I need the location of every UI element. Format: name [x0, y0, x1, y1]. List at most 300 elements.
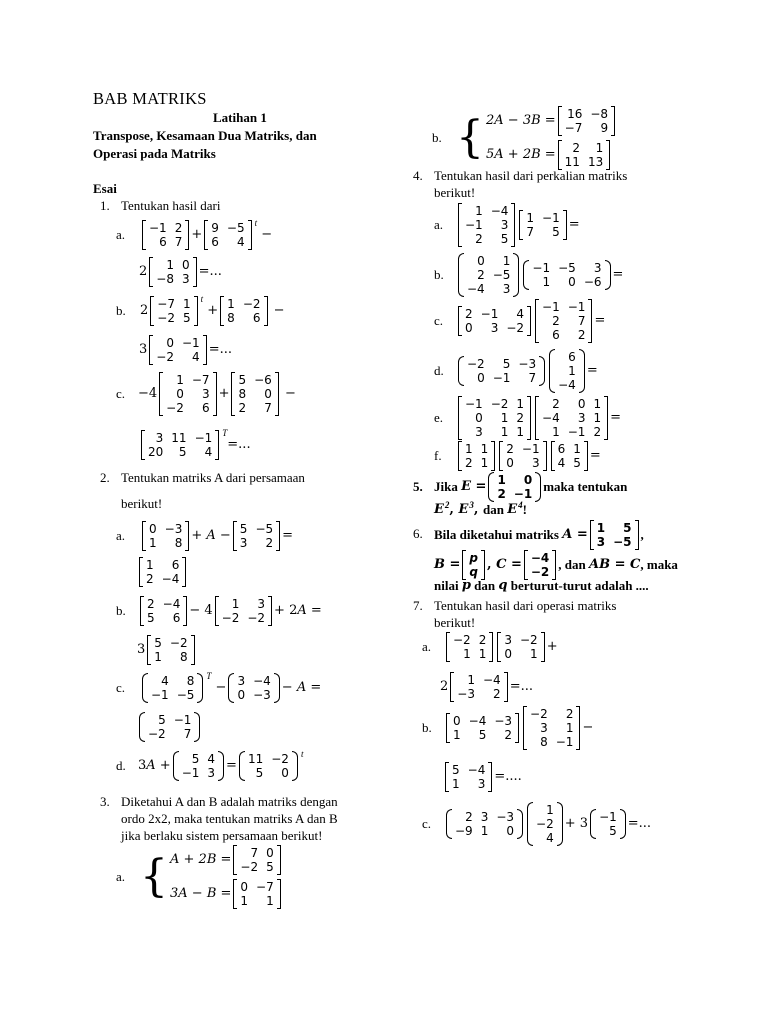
matrix-cell: −4: [530, 551, 550, 565]
matrix-cell: 1: [166, 258, 174, 272]
q4a-expression: a. 1 −4 −1 3 2 5 1 −1 7 5 =: [434, 204, 580, 246]
matrix-cell: 3: [480, 810, 489, 824]
matrix-cell: −7: [564, 121, 583, 135]
coef: 3: [139, 342, 148, 357]
matrix: [233, 845, 280, 875]
matrix-cell: 3: [531, 456, 540, 470]
matrix-cell: 3: [540, 721, 548, 735]
matrix-cell: 3: [500, 218, 509, 232]
matrix-cell: −1: [532, 261, 551, 275]
matrix-cell: −1: [465, 218, 483, 232]
matrix-cell: 3: [596, 535, 606, 549]
q1-text: Tentukan hasil dari: [121, 198, 221, 213]
subtitle-line2: Operasi pada Matriks: [93, 146, 216, 161]
matrix-cell: 0: [264, 387, 272, 401]
matrix-cell: 2: [475, 232, 483, 246]
matrix-cell: 0: [266, 846, 274, 860]
right-paren: [535, 472, 541, 502]
matrix-cell: 5: [452, 763, 460, 777]
q2b-expression: b. 2 −4 5 6 − 4 1 3 −2 −2 + 2A =: [116, 597, 322, 625]
q7b-expression-line2: [443, 762, 522, 792]
matrix-cell: −8: [156, 272, 174, 286]
matrix: [233, 521, 280, 551]
matrix-cell: 6: [172, 611, 181, 625]
matrix-cell: 0: [475, 411, 483, 425]
matrix-cell: 2: [552, 314, 560, 328]
right-bracket: [543, 441, 547, 471]
matrix-cell: 2: [465, 456, 473, 470]
matrix-cell: −5: [558, 261, 576, 275]
q4b-expression: b. 0 1 2 −5 −4 3 −1 −5 3 1 0 −6 =: [434, 254, 624, 296]
right-bracket: [194, 296, 198, 326]
matrix-cell: 2: [465, 810, 473, 824]
matrix-cell: 2: [174, 221, 183, 235]
matrix: [139, 712, 200, 742]
matrix-cell: 5: [191, 752, 200, 766]
matrix-cell: 0: [465, 321, 473, 335]
matrix-cell: 6: [252, 311, 261, 325]
right-paren: [292, 751, 298, 781]
matrix-cell: 3: [155, 431, 164, 445]
matrix-cell: 1: [453, 728, 461, 742]
matrix-cell: 0: [504, 647, 512, 661]
right-bracket: [527, 396, 531, 440]
matrix-cell: 1: [478, 647, 487, 661]
q4a-label: a.: [434, 217, 444, 232]
matrix-cell: 5: [266, 860, 274, 874]
matrix-cell: 3: [502, 282, 511, 296]
q1b-label: b.: [116, 303, 126, 318]
matrix-cell: 1: [154, 650, 162, 664]
matrix-cell: −1: [599, 810, 617, 824]
equation: A + 2B =: [170, 852, 232, 867]
matrix-cell: 0: [240, 880, 249, 894]
matrix-cell: −1: [542, 300, 560, 314]
right-bracket: [563, 210, 567, 240]
matrix-cell: 20: [148, 445, 164, 459]
q2-line1: Tentukan matriks A dari persamaan: [121, 470, 305, 485]
matrix-cell: 0: [176, 387, 184, 401]
tail: =...: [227, 437, 251, 452]
q2-line2: berikut!: [121, 496, 163, 511]
right-bracket: [275, 372, 279, 416]
matrix-cell: 4: [192, 350, 200, 364]
q1a-label: a.: [116, 227, 126, 242]
q5-text: dan: [482, 502, 504, 517]
matrix-cell: 1: [149, 536, 157, 550]
right-bracket: [191, 635, 195, 665]
matrix-cell: 0: [149, 522, 157, 536]
q4-number: 4.: [413, 168, 423, 183]
matrix: [458, 441, 495, 471]
matrix-cell: −2: [247, 611, 266, 625]
right-paren: [605, 260, 611, 290]
right-paren: [194, 712, 200, 742]
section-heading: Esai: [93, 181, 117, 196]
right-paren: [620, 809, 626, 839]
matrix-cell: −5: [492, 268, 511, 282]
matrix: [458, 203, 515, 247]
matrix: [488, 472, 541, 502]
matrix-cell: 6: [568, 350, 576, 364]
matrix-cell: −1: [151, 688, 169, 702]
matrix-cell: 1: [542, 275, 551, 289]
q5-line1: Jika E = 1 0 2 −1 maka tentukan: [434, 473, 628, 501]
right-paren: [539, 356, 545, 386]
right-bracket: [611, 106, 615, 136]
coef: 3: [137, 642, 146, 657]
matrix-cell: 1: [526, 211, 535, 225]
matrix: [149, 335, 206, 365]
right-paren: [517, 809, 523, 839]
matrix-cell: 1: [568, 364, 576, 378]
right-bracket: [552, 550, 556, 580]
matrix-cell: −4: [161, 572, 180, 586]
q4f-label: f.: [434, 448, 442, 463]
matrix-cell: 1: [497, 473, 506, 487]
matrix-cell: 5: [255, 766, 264, 780]
matrix-cell: −9: [455, 824, 473, 838]
matrix-cell: −4: [467, 282, 485, 296]
matrix-cell: 6: [201, 401, 210, 415]
q4d-label: d.: [434, 363, 444, 378]
q4c-label: c.: [434, 313, 444, 328]
matrix-cell: 1: [463, 647, 471, 661]
matrix-cell: −4: [468, 714, 487, 728]
right-bracket: [541, 632, 545, 662]
q7c-label: c.: [422, 816, 432, 831]
matrix-cell: 0: [523, 473, 533, 487]
matrix-cell: 8: [540, 735, 548, 749]
matrix-cell: 2: [504, 728, 513, 742]
matrix-cell: 11: [564, 155, 580, 169]
matrix-cell: 9: [600, 121, 609, 135]
matrix: [233, 879, 280, 909]
matrix-cell: 2: [577, 328, 586, 342]
matrix-cell: 2: [146, 572, 154, 586]
matrix-cell: 1: [593, 411, 602, 425]
matrix-cell: −4: [482, 673, 501, 687]
matrix: [549, 349, 585, 393]
matrix-cell: 5: [623, 521, 632, 535]
matrix-cell: −2: [519, 633, 538, 647]
matrix: [159, 372, 216, 416]
right-paren: [218, 751, 224, 781]
q6-text: berturut-turut adalah ....: [510, 578, 649, 593]
matrix-cell: −1: [567, 300, 586, 314]
equation: 3A − B =: [170, 886, 232, 901]
matrix-cell: 5: [500, 232, 509, 246]
matrix: [446, 713, 519, 743]
right-paren: [557, 802, 563, 846]
matrix-cell: −1: [480, 307, 499, 321]
matrix-cell: −3: [164, 522, 183, 536]
matrix: [535, 299, 592, 343]
matrix-cell: 8: [227, 311, 235, 325]
matrix-cell: 1: [146, 558, 154, 572]
matrix-cell: 1: [480, 824, 489, 838]
matrix-cell: −4: [558, 378, 576, 392]
matrix-cell: 5: [573, 456, 581, 470]
q4-line1: Tentukan hasil dari perkalian matriks: [434, 168, 628, 183]
right-bracket: [193, 257, 197, 287]
matrix: [458, 396, 531, 440]
tail: =...: [198, 264, 222, 279]
matrix-cell: −4: [490, 204, 509, 218]
matrix-cell: 4: [207, 752, 216, 766]
matrix-cell: −1: [181, 766, 200, 780]
matrix-cell: −1: [567, 425, 586, 439]
matrix-cell: −5: [255, 522, 274, 536]
matrix-cell: 7: [174, 235, 183, 249]
matrix-cell: 3: [475, 425, 483, 439]
matrix-cell: 4: [204, 445, 213, 459]
matrix: [458, 306, 531, 336]
q1b-expression-line2: [139, 335, 232, 365]
matrix-cell: −1: [173, 713, 192, 727]
matrix: [140, 596, 187, 626]
matrix: [231, 372, 278, 416]
tail: =...: [509, 679, 533, 694]
right-paren: [274, 673, 280, 703]
matrix-cell: 0: [281, 766, 289, 780]
q6-text: Bila diketahui matriks: [434, 527, 559, 542]
matrix-cell: −4: [542, 411, 560, 425]
matrix-cell: 0: [181, 258, 190, 272]
tail: =...: [627, 816, 652, 831]
exercise-title: Latihan 1: [213, 110, 267, 125]
matrix-cell: 2: [565, 707, 574, 721]
matrix-cell: 7: [526, 225, 535, 239]
q2a-expression: a. 0 −3 1 8 + A − 5 −5 3 2 =: [116, 522, 294, 550]
right-bracket: [215, 430, 219, 460]
matrix: [535, 396, 608, 440]
matrix-cell: 16: [567, 107, 583, 121]
q3-line3: jika berlaku sistem persamaan berikut!: [121, 828, 323, 843]
matrix-cell: 5: [478, 728, 487, 742]
matrix: [204, 220, 251, 250]
matrix-cell: −1: [194, 431, 213, 445]
q2a-result: [137, 557, 188, 587]
matrix-cell: −2: [242, 297, 261, 311]
matrix: [446, 632, 493, 662]
matrix-cell: 4: [516, 307, 525, 321]
q6-number: 6.: [413, 526, 423, 541]
matrix: [445, 762, 492, 792]
matrix-cell: 1: [596, 521, 606, 535]
var-E: E: [461, 479, 472, 494]
q2d-expression: d. 3A + 5 4 −1 3 = 11 −2 5 0 t: [116, 749, 304, 780]
q3a-label: a.: [116, 869, 126, 884]
matrix: [523, 260, 610, 290]
matrix-cell: −2: [490, 397, 509, 411]
q2d-label: d.: [116, 758, 126, 773]
matrix-cell: 1: [227, 297, 235, 311]
matrix: [551, 441, 588, 471]
q1c-expression-line2: 3 11 −1 20 5 4 T =...: [139, 430, 251, 460]
matrix-cell: 0: [453, 714, 461, 728]
matrix-cell: 1: [516, 397, 525, 411]
q5-number: 5.: [413, 479, 423, 494]
matrix: [142, 673, 203, 703]
matrix-cell: 3: [577, 411, 586, 425]
matrix: [141, 430, 219, 460]
matrix-cell: 0: [166, 336, 174, 350]
matrix-cell: 1: [465, 442, 473, 456]
matrix-cell: 1: [500, 425, 509, 439]
matrix-cell: −2: [271, 752, 289, 766]
matrix-cell: 7: [528, 371, 537, 385]
matrix-cell: 6: [159, 235, 167, 249]
matrix-cell: −2: [156, 350, 174, 364]
right-bracket: [504, 672, 508, 702]
matrix-cell: −2: [467, 357, 485, 371]
matrix-cell: 3: [593, 261, 602, 275]
right-bracket: [604, 396, 608, 440]
matrix-cell: 3: [504, 633, 512, 647]
matrix-cell: 1: [240, 894, 249, 908]
matrix: [147, 635, 194, 665]
matrix-cell: −6: [583, 275, 602, 289]
matrix-cell: 1: [595, 141, 604, 155]
matrix: [150, 296, 197, 326]
matrix-cell: −2: [506, 321, 525, 335]
matrix-cell: 5: [239, 522, 248, 536]
matrix-cell: 7: [577, 314, 586, 328]
matrix-cell: 0: [237, 688, 246, 702]
matrix-cell: −2: [453, 633, 471, 647]
matrix-cell: p: [469, 551, 479, 565]
q1b-expression: b. 2 −7 1 −2 5 t + 1 −2 8 6 −: [116, 294, 285, 325]
matrix-cell: 2: [506, 442, 514, 456]
matrix-cell: −2: [530, 565, 550, 579]
matrix-cell: 6: [211, 235, 219, 249]
q7-number: 7.: [413, 598, 423, 613]
matrix: [239, 751, 298, 781]
matrix: [458, 253, 519, 297]
matrix-cell: −1: [149, 221, 167, 235]
matrix-cell: −1: [555, 735, 574, 749]
matrix-cell: −2: [157, 311, 175, 325]
matrix-cell: 5: [147, 611, 155, 625]
matrix-cell: 3: [477, 777, 486, 791]
matrix: [499, 441, 546, 471]
matrix-cell: −1: [513, 487, 533, 501]
q1-number: 1.: [100, 198, 110, 213]
matrix-cell: 4: [546, 831, 554, 845]
q2c-label: c.: [116, 680, 126, 695]
q1a-expression-line2: [139, 257, 222, 287]
matrix: [523, 706, 580, 750]
matrix-cell: −1: [465, 397, 483, 411]
matrix: [590, 520, 639, 550]
q3-number: 3.: [100, 794, 110, 809]
q6-text: nilai: [434, 578, 459, 593]
matrix-cell: 1: [530, 647, 538, 661]
matrix-cell: −2: [169, 636, 188, 650]
q2b-result: [137, 635, 197, 665]
q6-text: dan: [474, 578, 496, 593]
q3a-system: a. { A + 2B = 7 0 −2 5 3A − B = 0 −7 1 1: [116, 845, 283, 909]
right-bracket: [203, 335, 207, 365]
tail: =...: [208, 342, 232, 357]
q6-line3: nilai p dan q berturut-turut adalah ....: [434, 578, 649, 593]
q1c-label: c.: [116, 386, 126, 401]
matrix-cell: 0: [477, 371, 485, 385]
q6-text: , dan: [558, 557, 586, 572]
matrix-cell: 8: [179, 650, 188, 664]
q7b-expression: b. 0 −4 −3 1 5 2 −2 2 3 1 8 −1 −: [422, 707, 594, 749]
right-bracket: [515, 713, 519, 743]
matrix-cell: −4: [253, 674, 271, 688]
matrix-cell: −6: [254, 373, 272, 387]
q7-line1: Tentukan hasil dari operasi matriks: [434, 598, 617, 613]
matrix-cell: 3: [237, 674, 246, 688]
matrix-cell: 1: [516, 425, 525, 439]
q4e-label: e.: [434, 410, 444, 425]
matrix-cell: 3: [181, 272, 190, 286]
q4d-expression: d. −2 5 −3 0 −1 7 6 1 −4 =: [434, 350, 598, 392]
matrix-cell: 1: [573, 442, 581, 456]
q3-line1: Diketahui A dan B adalah matriks dengan: [121, 794, 338, 809]
matrix-cell: 0: [577, 397, 586, 411]
matrix-cell: −4: [162, 597, 181, 611]
matrix: [519, 210, 566, 240]
coef: 2: [140, 303, 149, 318]
right-bracket: [277, 879, 281, 909]
matrix-cell: 8: [238, 387, 247, 401]
q6-line1: Bila diketahui matriks A = 1 5 3 −5 ,: [434, 521, 644, 549]
matrix-cell: 0: [506, 456, 514, 470]
matrix-cell: 3: [201, 387, 210, 401]
matrix: [215, 596, 272, 626]
matrix-cell: 5: [609, 824, 617, 838]
matrix-cell: −3: [496, 810, 515, 824]
q5-text: Jika: [434, 479, 458, 494]
matrix: [450, 672, 507, 702]
matrix-cell: −3: [494, 714, 513, 728]
matrix-cell: q: [469, 565, 479, 579]
matrix-cell: 8: [174, 536, 183, 550]
matrix: [462, 550, 485, 580]
coef: 2: [440, 679, 449, 694]
q4c-expression: c. 2 −1 4 0 3 −2 −1 −1 2 7 6 2 =: [434, 300, 606, 342]
right-bracket: [185, 220, 189, 250]
matrix-cell: −3: [518, 357, 537, 371]
matrix: [558, 140, 611, 170]
q1a-expression: a. −1 2 6 7 + 9 −5 6 4 t −: [116, 218, 273, 249]
matrix-cell: 1: [452, 777, 460, 791]
matrix: [228, 673, 279, 703]
matrix: [558, 106, 615, 136]
matrix-cell: 11: [171, 431, 187, 445]
right-paren: [513, 253, 519, 297]
q7-line2: berikut!: [434, 615, 476, 630]
q6-text: , maka: [640, 557, 678, 572]
matrix-cell: −2: [240, 860, 259, 874]
matrix-cell: −5: [176, 688, 195, 702]
right-paren: [197, 673, 203, 703]
matrix-cell: 2: [478, 633, 487, 647]
matrix: [149, 257, 196, 287]
matrix-cell: 5: [238, 373, 247, 387]
matrix-cell: −8: [590, 107, 609, 121]
matrix-cell: 1: [546, 803, 554, 817]
tail: =....: [494, 769, 522, 784]
matrix-cell: −5: [226, 221, 245, 235]
matrix: [497, 632, 544, 662]
right-bracket: [213, 372, 217, 416]
